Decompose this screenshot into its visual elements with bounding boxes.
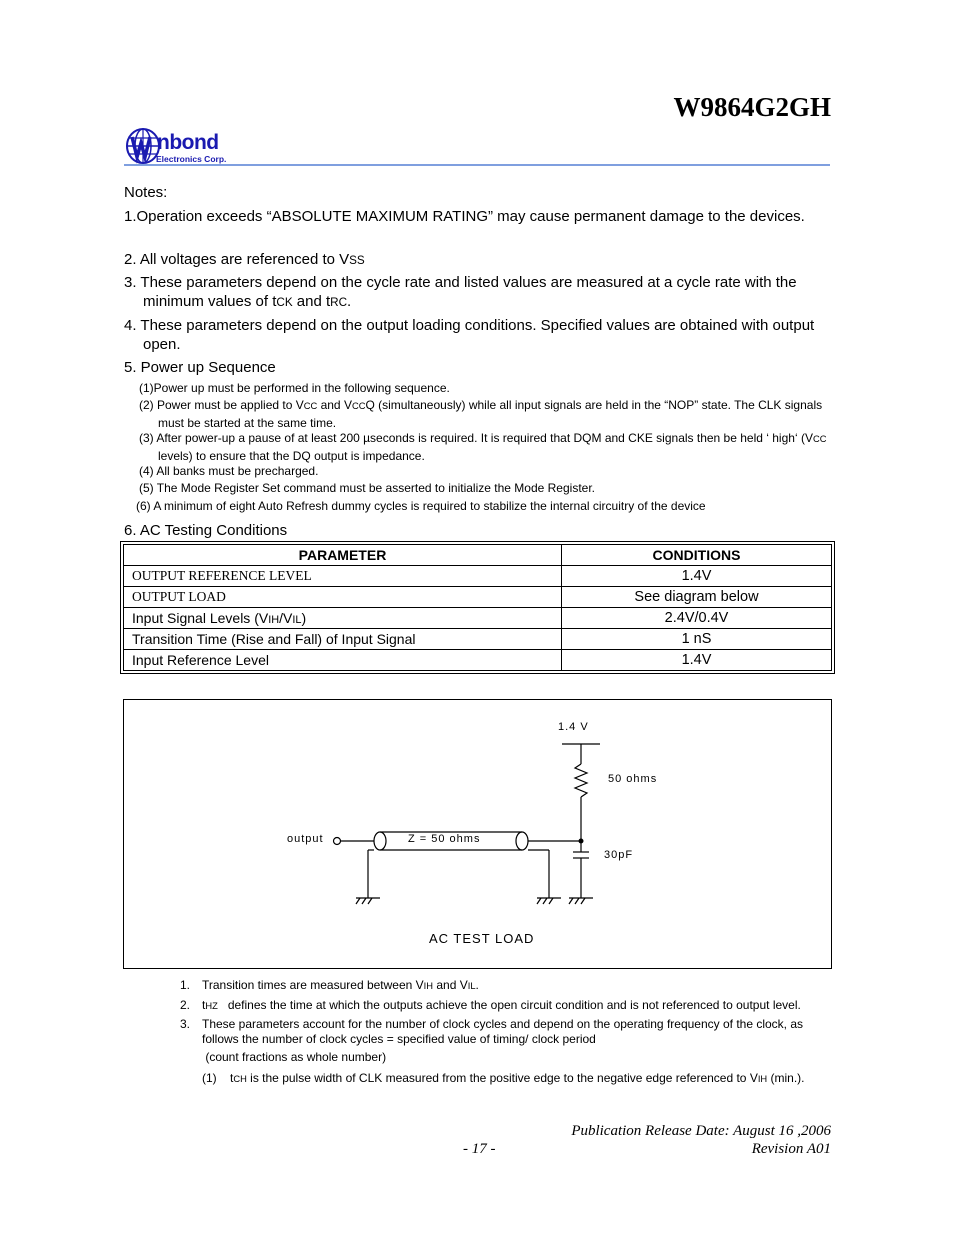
bottom-note-2: tHZ defines the time at which the outputs achieve the open circuit condition and is not referenced to output level. (202, 998, 801, 1012)
notes-heading: Notes: (124, 184, 168, 201)
bottom-note-1: Transition times are measured between VIH and VIL. (202, 978, 479, 992)
note-4: 4. These parameters depend on the output loading conditions. Specified values are obtained with output open. (124, 317, 815, 353)
param-cell: Input Signal Levels (VIH/VIL) (124, 608, 562, 629)
table-row (124, 566, 832, 587)
cond-cell: 1 nS (562, 629, 832, 650)
param-cell: OUTPUT LOAD (124, 587, 562, 608)
table-row (124, 608, 832, 629)
publication-date: Publication Release Date: August 16 ,2006 (571, 1123, 831, 1139)
impedance-label: Z = 50 ohms (408, 833, 481, 845)
power-step-3: (3) After power-up a pause of at least 200 µseconds is required. It is required that DQM and CKE signals then be held ‘ high‘ (VCC levels) to ensure that the DQ output is impedance. (139, 431, 827, 463)
table-row (124, 587, 832, 608)
cond-cell: See diagram below (562, 587, 832, 608)
power-step-4: (4) All banks must be precharged. (139, 464, 319, 478)
bottom-note-4-number: (1) (202, 1071, 217, 1085)
table-row (124, 650, 832, 671)
vref-label: 1.4 V (558, 721, 589, 733)
note-6: 6. AC Testing Conditions (124, 522, 288, 539)
winbond-logo (126, 126, 256, 166)
document-title: W9864G2GH (673, 92, 831, 122)
header-conditions: CONDITIONS (562, 545, 832, 566)
power-step-2: (2) Power must be applied to VCC and VCCQ (simultaneously) while all input signals are held in the “NOP” state. The CLK signals must be started at the same time. (139, 398, 823, 430)
power-step-6: (6) A minimum of eight Auto Refresh dummy cycles is required to stabilize the internal circuitry of the device (136, 499, 706, 513)
header-rule (124, 164, 830, 166)
revision: Revision A01 (751, 1141, 831, 1157)
bottom-note-3-extra: (count fractions as whole number) (202, 1050, 387, 1064)
power-step-1: (1)Power up must be performed in the following sequence. (139, 381, 450, 395)
table-header-row (124, 545, 832, 566)
cond-cell: 1.4V (562, 566, 832, 587)
diagram-caption: AC TEST LOAD (429, 931, 535, 946)
bottom-note-2-number: 2. (180, 998, 191, 1012)
cond-cell: 2.4V/0.4V (562, 608, 832, 629)
note-1: 1.Operation exceeds “ABSOLUTE MAXIMUM RATING” may cause permanent damage to the devices. (124, 208, 805, 225)
bottom-note-4: tCH is the pulse width of CLK measured from the positive edge to the negative edge referenced to VIH (min.). (230, 1071, 805, 1085)
ac-test-load-diagram (123, 699, 832, 969)
ac-testing-table (123, 544, 832, 671)
output-label: output (287, 833, 324, 845)
logo-subtitle: Electronics Corp. (156, 154, 227, 164)
bottom-note-3: These parameters account for the number of clock cycles and depend on the operating frequency of the clock, as follows the number of clock cycles = specified value of timing/ clock period (202, 1017, 804, 1046)
param-cell: OUTPUT REFERENCE LEVEL (124, 566, 562, 587)
header-parameter: PARAMETER (124, 545, 562, 566)
bottom-note-1-number: 1. (180, 978, 191, 992)
cond-cell: 1.4V (562, 650, 832, 671)
power-step-5: (5) The Mode Register Set command must be asserted to initialize the Mode Register. (139, 481, 595, 495)
note-2: 2. All voltages are referenced to VSS (124, 251, 365, 268)
page-number: - 17 - (463, 1141, 496, 1157)
note-3: 3. These parameters depend on the cycle rate and listed values are measured at a cycle rate with the minimum values of tCK and tRC. (124, 274, 797, 310)
bottom-note-3-number: 3. (180, 1017, 191, 1031)
param-cell: Input Reference Level (124, 650, 562, 671)
capacitor-label: 30pF (604, 849, 634, 861)
logo-wordmark: nbond (157, 131, 219, 154)
resistor-label: 50 ohms (608, 773, 658, 785)
param-cell: Transition Time (Rise and Fall) of Input Signal (124, 629, 562, 650)
table-row (124, 629, 832, 650)
note-5: 5. Power up Sequence (124, 359, 276, 376)
